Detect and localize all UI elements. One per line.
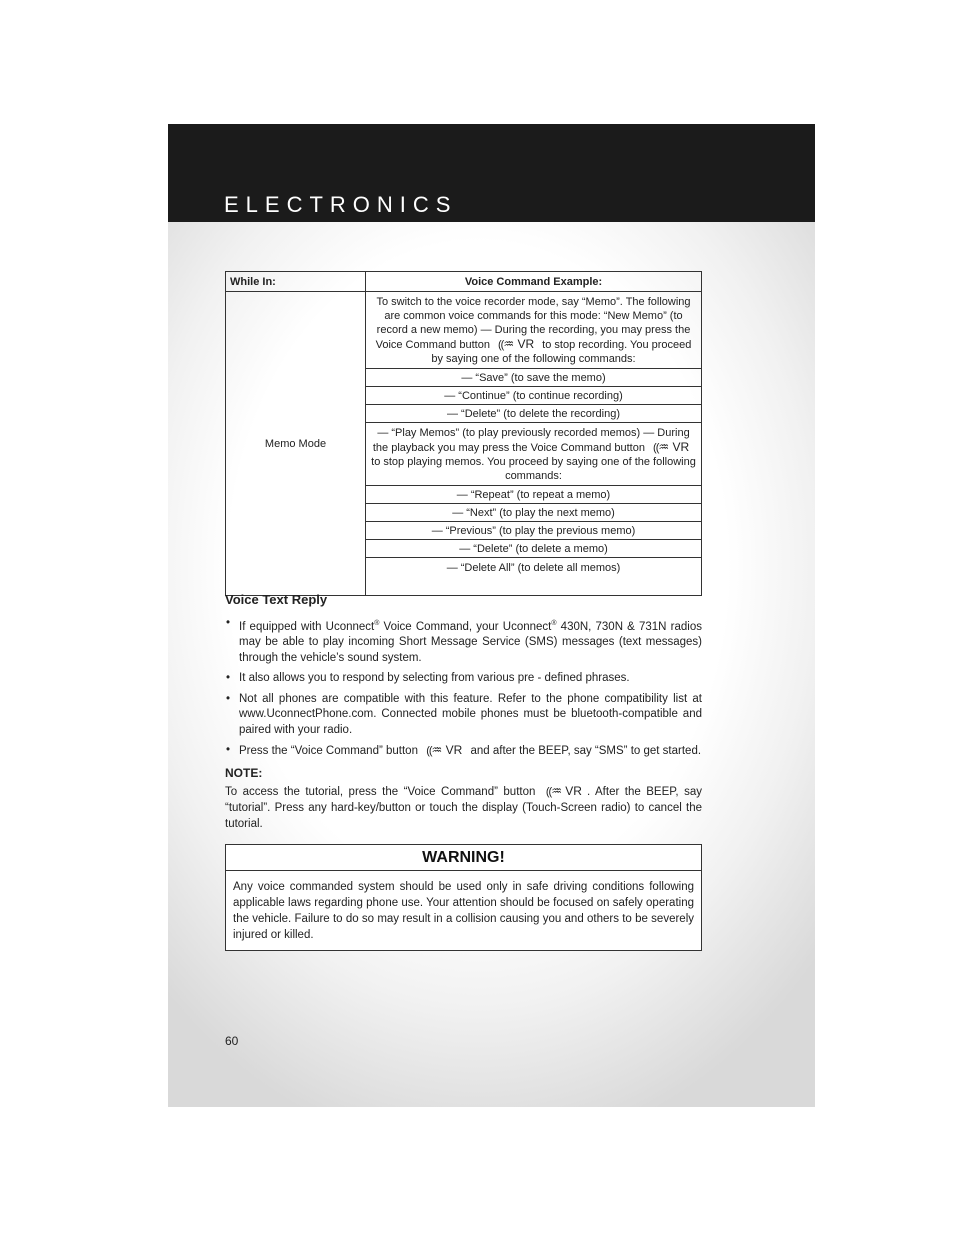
vr-label: VR bbox=[517, 337, 535, 351]
bullet-text: and after the BEEP, say “SMS” to get started. bbox=[470, 745, 702, 758]
table-header-row bbox=[226, 272, 702, 292]
voice-command-icon: ((♒ VR bbox=[653, 440, 690, 454]
bullet-text: Voice Command, your Uconnect bbox=[383, 620, 552, 633]
bullet-text: Press the “Voice Command” button bbox=[239, 745, 418, 758]
warning-text: Any voice commanded system should be used only in safe driving conditions following applicable laws regarding phone use. Your attention should be focused on safely operating the vehicle. Failure to do so may result in a collision causing you and others to be severely injured or killed. bbox=[233, 881, 694, 941]
cell-text: to stop playing memos. You proceed by saying one of the following commands: bbox=[371, 456, 696, 482]
voice-text-reply-list bbox=[225, 616, 702, 765]
cell-text: — “Play Memos” (to play previously recorded memos) — During the playback you may press the Voice Command button bbox=[372, 427, 690, 454]
note-text bbox=[225, 783, 702, 832]
voice-command-table bbox=[225, 271, 702, 596]
voice-command-icon: ((♒ VR bbox=[498, 337, 535, 351]
page-number: 60 bbox=[225, 1034, 239, 1048]
voice-command-icon: ((♒ VR bbox=[545, 784, 582, 798]
warning-title: WARNING! bbox=[226, 845, 701, 871]
registered-mark: ® bbox=[374, 620, 380, 627]
vr-label: VR bbox=[565, 784, 582, 798]
cell-text: to stop recording. You proceed by saying one of the following commands: bbox=[431, 339, 692, 365]
vr-label: VR bbox=[445, 743, 463, 758]
note-text-part: . After the BEEP, say “tutorial”. Press any hard-key/button or touch the display (Touch-Screen radio) to cancel the tutorial. bbox=[225, 786, 703, 830]
vr-label: VR bbox=[672, 440, 690, 454]
table-cell: — “Repeat” (to repeat a memo) bbox=[366, 486, 702, 504]
table-row bbox=[226, 292, 702, 369]
table-cell bbox=[366, 292, 702, 369]
bullet-text: 430N, 730N & 731N radios may be able to play incoming Short Message Service (SMS) messages (text messages) through the vehicle’s sound system. bbox=[239, 620, 702, 664]
memo-mode-cell: Memo Mode bbox=[226, 292, 366, 596]
voice-text-reply-heading: Voice Text Reply bbox=[225, 592, 328, 607]
registered-mark: ® bbox=[551, 620, 557, 627]
section-header-title: ELECTRONICS bbox=[224, 192, 458, 217]
list-item: • It also allows you to respond by selecting from various pre - defined phrases. bbox=[225, 671, 702, 687]
table-cell: — “Delete” (to delete the recording) bbox=[366, 405, 702, 423]
warning-box bbox=[225, 844, 702, 951]
bullet-text: If equipped with Uconnect bbox=[239, 620, 375, 633]
table-cell: — “Delete” (to delete a memo) bbox=[366, 540, 702, 558]
table-cell: — “Delete All” (to delete all memos) bbox=[366, 558, 702, 596]
table-cell: — “Save” (to save the memo) bbox=[366, 369, 702, 387]
list-item: • Not all phones are compatible with this feature. Refer to the phone compatibility list at www.UconnectPhone.com. Connected mobile phones must be bluetooth-compatible and paired with your radio. bbox=[225, 692, 702, 739]
list-item bbox=[225, 616, 702, 666]
header-banner bbox=[168, 124, 815, 222]
table-cell: — “Continue” (to continue recording) bbox=[366, 387, 702, 405]
list-item bbox=[225, 743, 702, 760]
table-cell bbox=[366, 423, 702, 486]
cell-text: To switch to the voice recorder mode, say “Memo”. The following are common voice commands for this mode: “New Memo” (to record a new memo) — During the recording, you may press the Voice Command button bbox=[375, 296, 691, 351]
voice-command-icon: ((♒ VR bbox=[426, 743, 463, 758]
table-cell: — “Previous” (to play the previous memo) bbox=[366, 522, 702, 540]
manual-page bbox=[168, 124, 815, 1107]
note-text-part: To access the tutorial, press the “Voice Command” button bbox=[225, 786, 536, 798]
table-cell: — “Next” (to play the next memo) bbox=[366, 504, 702, 522]
note-label: NOTE: bbox=[225, 766, 263, 780]
col-header-while-in: While In: bbox=[226, 272, 366, 292]
col-header-voice-command: Voice Command Example: bbox=[366, 272, 702, 292]
